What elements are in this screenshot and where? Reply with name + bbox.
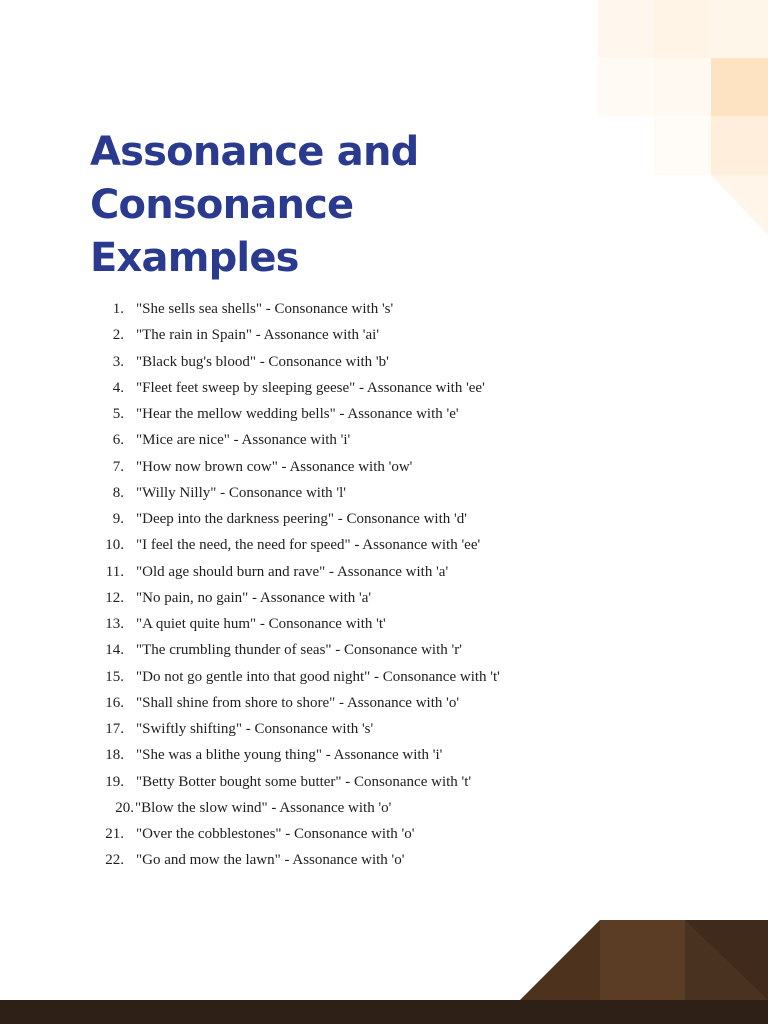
brown-tile — [600, 920, 685, 1000]
item-text: "Do not go gentle into that good night" - Consonance with 't' — [136, 668, 500, 685]
list-item — [0, 716, 600, 742]
list-item — [0, 427, 600, 453]
item-text: "A quiet quite hum" - Consonance with 't' — [136, 616, 386, 632]
item-text: "Betty Botter bought some butter" - Consonance with 't' — [136, 773, 472, 790]
item-number: 3. — [112, 353, 124, 370]
item-number: 9. — [112, 511, 124, 527]
item-text: "No pain, no gain" - Assonance with 'a' — [136, 589, 372, 606]
top-right-tile-decoration — [598, 0, 768, 235]
tile-light — [598, 0, 654, 58]
title-line: Consonance — [90, 182, 354, 228]
item-text: "She sells sea shells" - Consonance with 's' — [136, 301, 394, 317]
item-number: 18. — [105, 747, 124, 764]
page-title — [90, 126, 550, 285]
item-number: 1. — [112, 301, 124, 317]
item-number: 21. — [105, 826, 124, 842]
list-item — [0, 742, 600, 768]
list-item — [0, 795, 600, 821]
item-number: 7. — [112, 458, 124, 475]
list-item — [0, 322, 600, 348]
item-text: "The rain in Spain" - Assonance with 'ai' — [136, 327, 380, 344]
item-number: 5. — [112, 406, 124, 422]
tile-light — [654, 0, 711, 58]
item-text: "How now brown cow" - Assonance with 'ow' — [136, 458, 413, 475]
item-text: "The crumbling thunder of seas" - Consonance with 'r' — [136, 642, 462, 659]
item-number: 13. — [105, 616, 124, 632]
list-item — [0, 821, 600, 847]
list-item — [0, 349, 600, 375]
tile-light — [711, 0, 768, 58]
item-text: "Shall shine from shore to shore" - Assonance with 'o' — [136, 694, 460, 711]
item-text: "Mice are nice" - Assonance with 'i' — [136, 432, 351, 449]
item-text: "I feel the need, the need for speed" - Assonance with 'ee' — [136, 537, 481, 554]
item-number: 22. — [105, 852, 124, 869]
tile-accent — [711, 58, 768, 116]
item-number: 11. — [105, 563, 124, 580]
list-item — [0, 506, 600, 532]
list-item — [0, 532, 600, 558]
brown-triangle — [520, 920, 600, 1000]
item-text: "Old age should burn and rave" - Assonance with 'a' — [136, 563, 449, 580]
item-text: "Willy Nilly" - Consonance with 'l' — [136, 484, 346, 501]
item-number: 10. — [105, 537, 124, 554]
list-item — [0, 559, 600, 585]
footer-bar — [0, 1000, 768, 1024]
tile-light — [598, 58, 654, 116]
list-item — [0, 769, 600, 795]
title-line: Examples — [90, 235, 299, 281]
item-text: "She was a blithe young thing" - Assonance with 'i' — [136, 747, 443, 764]
list-item — [0, 454, 600, 480]
list-item — [0, 296, 600, 322]
tile-light — [711, 116, 768, 175]
item-text: "Hear the mellow wedding bells" - Assonance with 'e' — [136, 406, 459, 422]
title-line: Assonance and — [90, 129, 419, 175]
list-item — [0, 664, 600, 690]
item-text: "Over the cobblestones" - Consonance with 'o' — [136, 826, 415, 842]
examples-list — [0, 296, 600, 874]
item-number: 19. — [105, 773, 124, 790]
item-number: 14. — [105, 642, 124, 659]
list-item — [0, 480, 600, 506]
item-text: "Fleet feet sweep by sleeping geese" - Assonance with 'ee' — [136, 379, 485, 396]
item-number: 6. — [112, 432, 124, 449]
item-text: "Black bug's blood" - Consonance with 'b' — [136, 353, 389, 370]
list-item — [0, 375, 600, 401]
item-text: "Swiftly shifting" - Consonance with 's' — [136, 721, 374, 737]
item-text: "Go and mow the lawn" - Assonance with 'o' — [136, 852, 405, 869]
item-number: 17. — [105, 721, 124, 737]
tile-triangle — [711, 175, 768, 235]
item-number: 16. — [105, 694, 124, 711]
item-number: 4. — [112, 379, 124, 396]
list-item — [0, 401, 600, 427]
bottom-brown-decoration — [0, 914, 768, 1024]
item-text: "Blow the slow wind" - Assonance with 'o' — [135, 799, 392, 816]
list-item — [0, 611, 600, 637]
tile-light — [654, 116, 711, 175]
item-number: 15. — [105, 668, 124, 685]
tile-light — [654, 58, 711, 116]
item-number: 8. — [112, 484, 124, 501]
item-number: 2. — [112, 327, 124, 344]
list-item — [0, 847, 600, 873]
item-number: 20. — [115, 799, 134, 816]
item-number: 12. — [105, 589, 124, 606]
list-item — [0, 690, 600, 716]
list-item — [0, 585, 600, 611]
item-text: "Deep into the darkness peering" - Consonance with 'd' — [136, 511, 467, 527]
list-item — [0, 637, 600, 663]
